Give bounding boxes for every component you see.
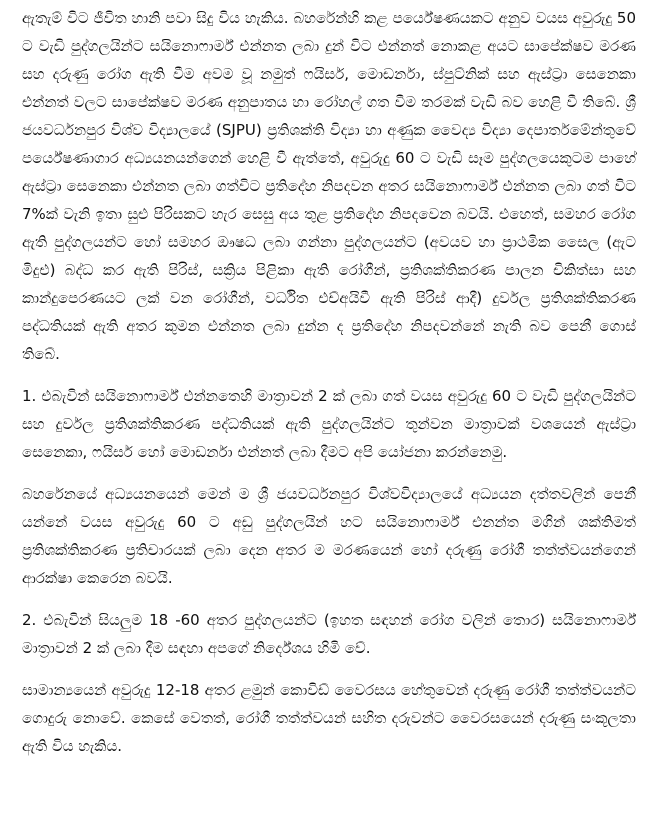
paragraph-intro: ඇතැම් විට ජීවිත හානි පවා සිදු විය හැකිය. බහරේන්හි කළ පර්යේෂණයකට අනුව වයස අවුරුදු 50 ට වැඩි පුද්ගලයින්ට සයිනොෆාර්ම් එන්නත ලබා දුන් විට එන්නත් නොකළ අයට සාපේක්ෂව මරණ සහ දරුණු රෝග ඇති වීම අවම වූ නමුත් ෆයිසර්, මොඩර්නා, ස්පුට්නික් සහ ඇස්ට්‍රා සෙනෙකා එන්නත් වලට සාපේක්ෂව මරණ අනුපාතය හා රෝහල් ගත වීම තරමක් වැඩි බව හෙළි වී තිබේ. ශ්‍රී ජයවර්ධනපුර විශ්ව විද්‍යාලයේ (SJPU) ප්‍රතිශක්ති විද්‍යා හා අණුක වෛද්‍ය විද්‍යා දෙපාර්තමේන්තුවේ පර්යේෂණාගාර අධ්‍යයනයන්ගෙන් හෙළි වී ඇත්තේ, අවුරුදු 60 ට වැඩි සෑම පුද්ගලයෙකුටම පාහේ ඇස්ට්‍රා සෙනෙකා එන්නත ලබා ගත්විට ප්‍රතිදේහ නිපදවන අතර සයිනොෆාර්ම් එන්නත ලබා ගත් විට 7%ක් වැනි ඉතා සුළු පිරිසකට හැර සෙසු අය තුළ ප්‍රතිදේහ නිපදවෙන බවයි. එහෙත්, සමහර රෝග ඇති පුද්ගලයන්ට හෝ සමහර ඖෂධ ලබා ගන්නා පුද්ගලයන්ට (අවයව හා ප්‍රාථමික සෛල (ඇට මිදුළු) බද්ධ කර ඇති පිරිස්, සක්‍රිය පිළිකා ඇති රෝගීන්, ප්‍රතිශක්තිකරණ පාලන චිකිත්සා සහ කාන්දුපෙරණයට ලක් වන රෝගීන්, වර්ධිත එච්අයිවී ඇති පිරිස් ආදී) දුර්වල ප්‍රතිශක්තිකරණ පද්ධතියක් ඇති අතර කුමන එන්නත ලබා දුන්න ද ප්‍රතිදේහ නිපදවන්නේ නැති බව පෙනී ගොස් තිබේ. xyxy=(22,9,636,363)
paragraph-bahrain-study: බහරේනයේ අධ්‍යයනයෙන් මෙන් ම ශ්‍රී ජයවර්ධනපුර විශ්වවිද්‍යාලයේ අධ්‍යයන දත්තවලින් පෙනී යන්නේ වයස අවුරුදු 60 ට අඩු පුද්ගලයින් හට සයිනොෆාර්ම් එනන්ත මගින් ශක්තිමත් ප්‍රතිශක්තිකරණ ප්‍රතිචාරයක් ලබා දෙන අතර ම මරණයෙන් හෝ දරුණු රෝගී තත්ත්වයන්ගෙන් ආරක්ෂා කෙරෙන බවයි. xyxy=(22,485,636,587)
document-body xyxy=(22,4,636,760)
paragraph-recommendation-1: 1. එබැවින් සයිනොෆාර්ම් එන්නතෙහි මාත්‍රාවන් 2 ක් ලබා ගත් වයස අවුරුදු 60 ට වැඩි පුද්ගලයින්ට සහ දුර්වල ප්‍රතිශක්තිකරණ පද්ධතියක් ඇති පුද්ගලයින්ට තුන්වන මාත්‍රාවක් වශයෙන් ඇස්ට්‍රා සෙනෙකා, ෆයිසර් හෝ මොඩර්නා එන්නත් ලබා දීමට අපි යෝජනා කරන්නෙමු. xyxy=(22,387,636,461)
paragraph-recommendation-2: 2. එබැවින් සියලුම 18 -60 අතර පුද්ගලයන්ට (ඉහත සඳහන් රෝග වලින් තොර) සයිනොෆාර්ම් මාත්‍රාවන් 2 ක් ලබා දීම සඳහා අපගේ නිර්දේශය හිමි වේ. xyxy=(22,611,636,657)
paragraph-children: සාමාන්‍යයෙන් අවුරුදු 12-18 අතර ළමුන් කොවිඩ් වෛරසය හේතුවෙන් දරුණු රෝගී තත්ත්වයන්ට ගොදුරු නොවේ. කෙසේ වෙතත්, රෝගී තත්ත්වයන් සහිත දරුවන්ට වෛරසයෙන් දරුණු සංකූලතා ඇති විය හැකිය. xyxy=(22,681,636,755)
